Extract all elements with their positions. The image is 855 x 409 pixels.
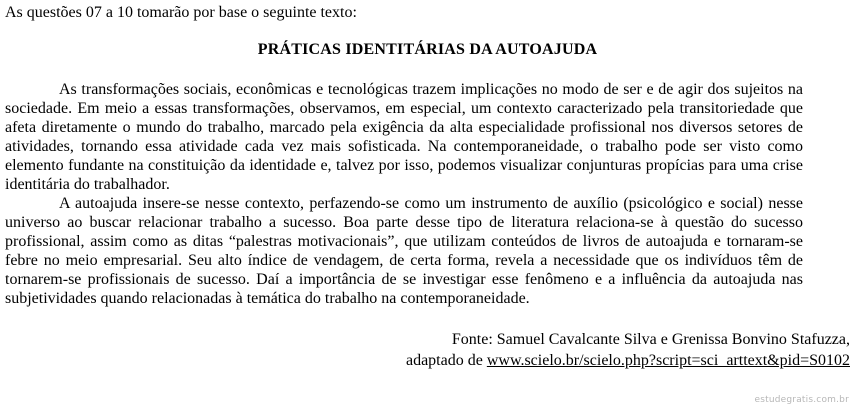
intro-text: As questões 07 a 10 tomarão por base o seguinte texto: [5,4,357,21]
source-citation [406,329,850,371]
source-adapted-line [406,350,850,371]
site-watermark: estudegratis.com.br [754,395,849,405]
paragraph-2: A autoajuda insere-se nesse contexto, perfazendo-se como um instrumento de auxílio (psicológico e social) nesse universo ao buscar relacionar trabalho a sucesso. Boa parte desse tipo de literatura relaciona-se à questão do sucesso profissional, assim como as ditas “palestras motivacionais”, que utilizam conteúdos de livros de autoajuda e tornaram-se febre no meio empresarial. Seu alto índice de vendagem, de certa forma, revela a necessidade que os indivíduos têm de tornarem-se profissionais de sucesso. Daí a importância de se investigar esse fenômeno e a influência da autoajuda nas subjetividades quando relacionadas à temática do trabalho na contemporaneidade. [5,195,803,307]
paragraph-1: As transformações sociais, econômicas e tecnológicas trazem implicações no modo de ser e de agir dos sujeitos na sociedade. Em meio a essas transformações, observamos, em especial, um contexto caracterizado pela transitoriedade que afeta diretamente o mundo do trabalho, marcado pela exigência da alta especialidade profissional nos diversos setores de atividades, tornando essa atividade cada vez mais sofisticada. Na contemporaneidade, o trabalho pode ser visto como elemento fundante na constituição da identidade e, talvez por isso, podemos visualizar conjunturas propícias para uma crise identitária do trabalhador. [5,81,803,193]
source-authors: Fonte: Samuel Cavalcante Silva e Grenissa Bonvino Stafuzza, [451,331,850,348]
page-title: PRÁTICAS IDENTITÁRIAS DA AUTOAJUDA [257,41,598,58]
article-body [5,80,803,308]
source-url-link[interactable]: www.scielo.br/scielo.php?script=sci_arttext&pid=S0102 [486,352,850,369]
source-adapted-prefix: adaptado de [405,352,487,369]
